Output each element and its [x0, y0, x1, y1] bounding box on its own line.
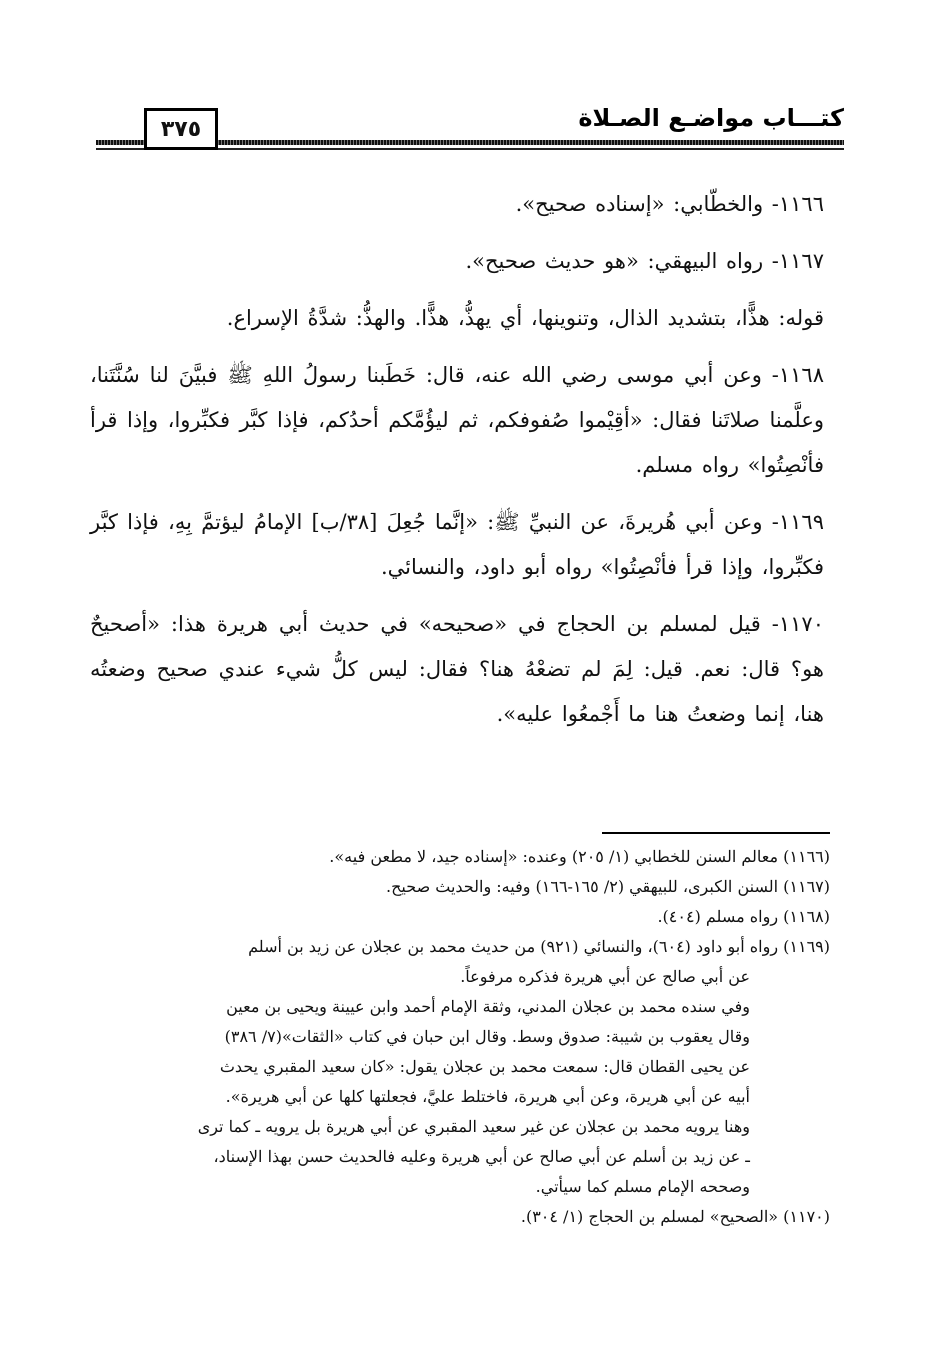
footnote-separator — [602, 832, 830, 834]
paragraph-1169: ١١٦٩- وعن أبي هُريرةَ، عن النبيِّ ﷺ: «إنَّما جُعِلَ [٣٨/ب] الإمامُ ليؤتمَّ بِهِ، فإذا كبَّر فكبِّروا، وإذا قرأ فأنْصِتُوا» رواه أبو داود، والنسائي. — [90, 510, 824, 579]
paragraph-1168: ١١٦٨- وعن أبي موسى رضي الله عنه، قال: خَطَبنا رسولُ اللهِ ﷺ فبيَّنَ لنا سُنَّتَنا، وعلَّمنا صلاتَنا فقال: «أقِيْموا صُفوفكم، ثم ليؤُمَّكم أحدُكم، فإذا كبَّر فكبِّروا، وإذا قرأ فأنْصِتُوا» رواه مسلم. — [90, 363, 824, 477]
footnote-1168: (١١٦٨) رواه مسلم (٤٠٤). — [657, 907, 830, 926]
chapter-title: كتـــاب مواضـع الصـلاة — [578, 104, 844, 132]
footnote-1167: (١١٦٧) السنن الكبرى، للبيهقي (٢/ ١٦٥-١٦٦) وفيه: والحديث صحيح. — [386, 877, 830, 896]
page-number: ٣٧٥ — [144, 108, 218, 150]
footnote-1169-line-6: أبيه عن أبي هريرة، وعن أبي هريرة، فاختلط عليَّ، فجعلتها كلها عن أبي هريرة». — [225, 1087, 750, 1106]
footnote-1169-line-3: وفي سنده محمد بن عجلان المدني، وثقة الإمام أحمد وابن عيينة ويحيى بن معين — [226, 997, 750, 1016]
footnote-1169-line-2: عن أبي صالح عن أبي هريرة فذكره مرفوعاً. — [460, 967, 750, 986]
paragraph-1167: ١١٦٧- رواه البيهقي: «هو حديث صحيح». — [465, 249, 824, 273]
page-header — [96, 98, 844, 158]
footnote-1169: (١١٦٩) رواه أبو داود (٦٠٤)، والنسائي (٩٢١) من حديث محمد بن عجلان عن زيد بن أسلم — [248, 937, 830, 956]
paragraph-commentary: قوله: هذًّا، بتشديد الذال، وتنوينها، أي يهذُّ، هذًّا. والهذُّ: شدَّةُ الإسراع. — [226, 306, 824, 330]
footnote-1166: (١١٦٦) معالم السنن للخطابي (١/ ٢٠٥) وعنده: «إسناده جيد، لا مطعن فيه». — [329, 847, 830, 866]
footnote-1169-line-4: وقال يعقوب بن شيبة: صدوق وسط. وقال ابن حبان في كتاب «الثقات»(٧/ ٣٨٦) — [224, 1027, 750, 1046]
paragraph-1170: ١١٧٠- قيل لمسلم بن الحجاج في «صحيحه» في حديث أبي هريرة هذا: «أصحيحٌ هو؟ قال: نعم. قيل: لِمَ لم تضعْهُ هنا؟ فقال: ليس كلُّ شيء عندي صحيح وضعتُه هنا، إنما وضعتُ هنا ما أَجْمعُوا عليه». — [90, 612, 824, 726]
footnote-1169-line-9: وصححه الإمام مسلم كما سيأتي. — [535, 1177, 750, 1196]
footnote-1169-line-8: ـ عن زيد بن أسلم عن أبي صالح عن أبي هريرة وعليه فالحديث حسن بهذا الإسناد، — [213, 1147, 750, 1166]
footnote-1169-line-7: وهنا يرويه محمد بن عجلان عن غير سعيد المقبري عن أبي هريرة بل يرويه ـ كما ترى — [197, 1117, 750, 1136]
footnotes — [90, 842, 830, 1232]
footnote-1170: (١١٧٠) «الصحيح» لمسلم بن الحجاج (١/ ٣٠٤). — [520, 1207, 830, 1226]
main-text — [90, 182, 824, 749]
paragraph-1166: ١١٦٦- والخطّابي: «إسناده صحيح». — [515, 192, 824, 216]
footnote-1169-line-5: عن يحيى القطان قال: سمعت محمد بن عجلان يقول: «كان سعيد المقبري يحدث — [219, 1057, 750, 1076]
